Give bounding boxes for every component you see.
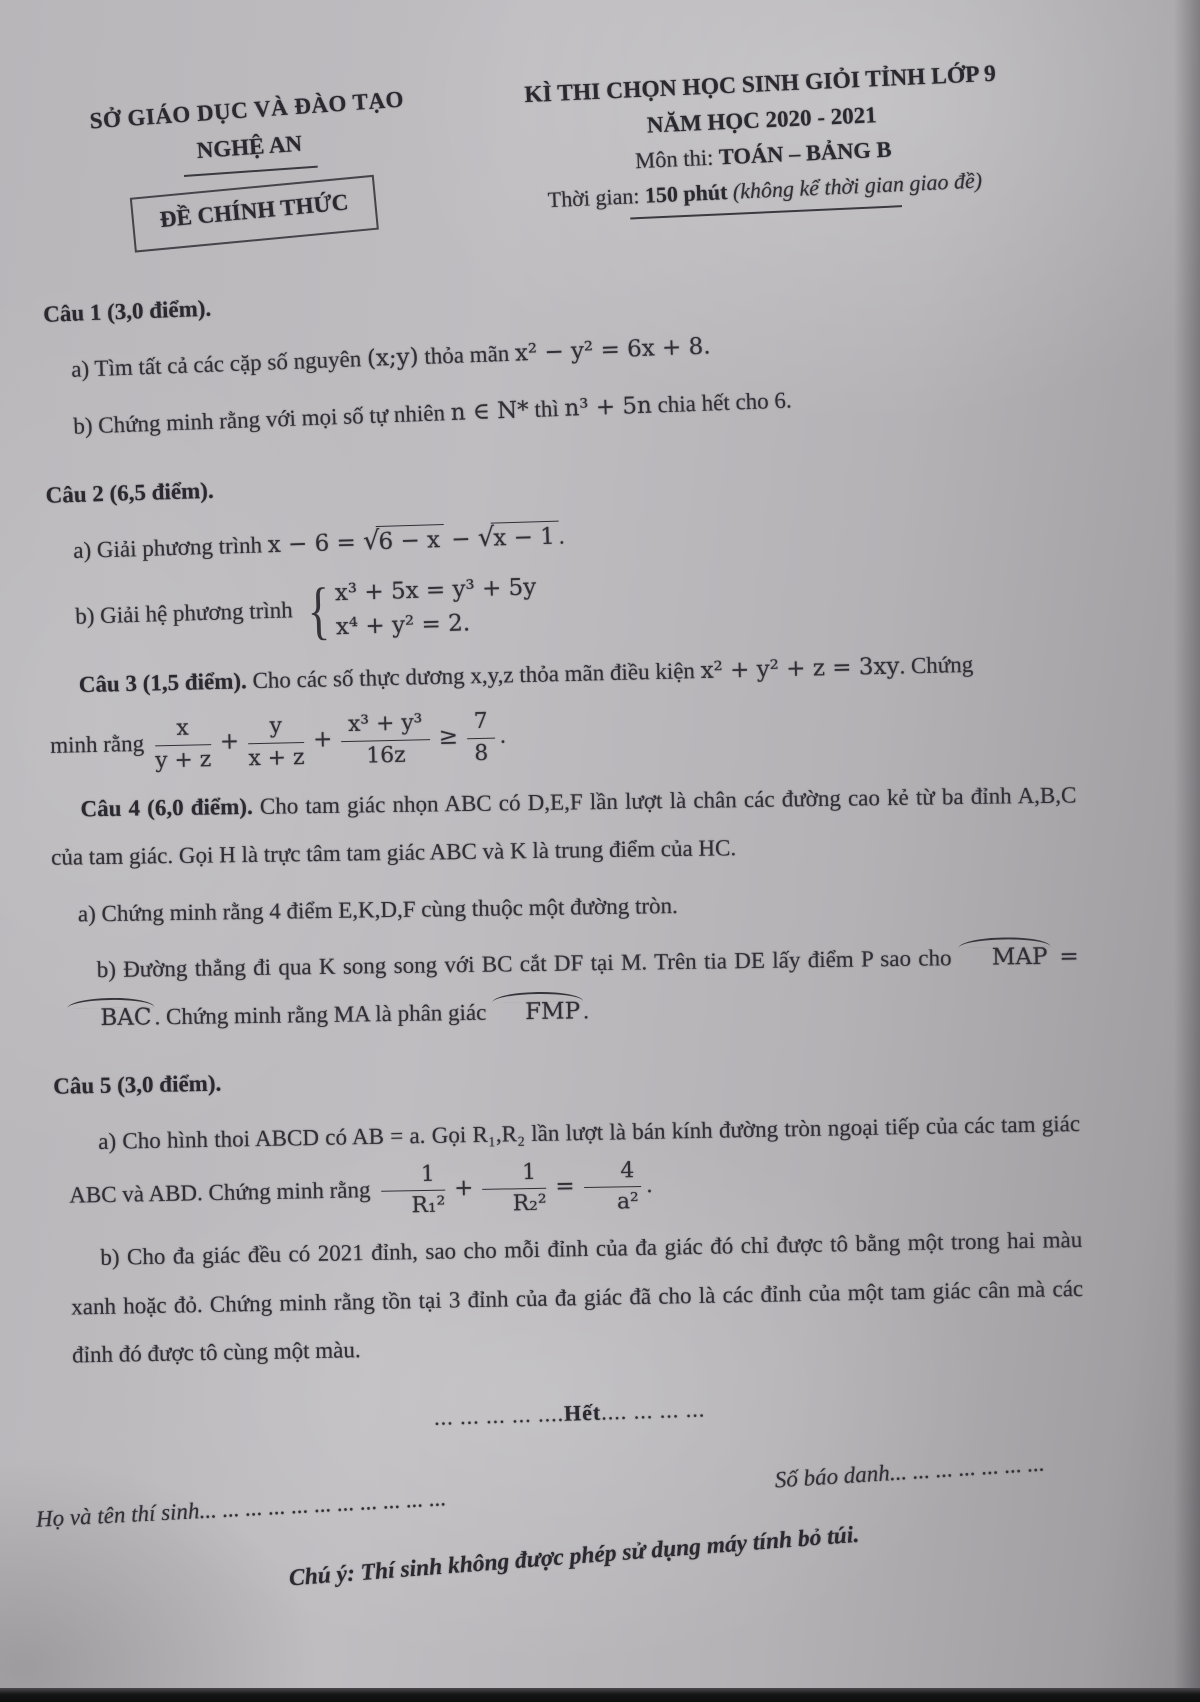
q2-a-end: .	[558, 524, 565, 550]
q4-b-end: .	[582, 998, 590, 1024]
header-left-block	[41, 78, 461, 255]
subject-value: TOÁN – BẢNG B	[718, 136, 893, 170]
exam-header	[42, 51, 1074, 251]
q2-a-sqrt-1	[363, 525, 445, 558]
q5-a-text: a) Cho hình thoi ABCD có AB = a. Gọi R₁,R₂ lần lượt là bán kính đường tròn ngoại tiếp của các tam giác ABC và ABD. Chứng minh rằng	[68, 1111, 1081, 1208]
het-dots-right: .... ... ... ...	[600, 1396, 706, 1425]
q4-heading: Câu 4 (6,0 điểm).	[80, 793, 253, 822]
q1-b-post: chia hết cho 6.	[651, 387, 793, 418]
fraction-numerator: 1	[482, 1159, 547, 1191]
q5-fraction-1	[381, 1161, 446, 1222]
calculator-note: Chú ý: Thí sinh không được phép sử dụng máy tính bỏ túi.	[288, 1521, 861, 1592]
fraction-numerator: x	[154, 714, 211, 746]
time-label: Thời gian:	[547, 182, 646, 213]
fraction-numerator: x³ + y³	[341, 709, 430, 741]
official-exam-label: ĐỀ CHÍNH THỨC	[129, 174, 378, 252]
fraction-denominator: 8	[474, 740, 489, 766]
q2-a-radicand-1: 6 − x	[376, 525, 444, 558]
q5-item-a	[68, 1101, 1082, 1228]
fraction-numerator: 4	[583, 1157, 641, 1188]
question-3	[48, 638, 1076, 777]
radical-sign: √	[362, 526, 380, 557]
q4-item-a: a) Chứng minh rằng 4 điểm E,K,D,F cùng thuộc một đường tròn.	[77, 892, 678, 926]
q3-inequality-line	[50, 695, 1077, 778]
q5-a-end: .	[646, 1172, 653, 1198]
question-2	[45, 442, 1076, 654]
q1-b-set: n ∈ N*	[450, 397, 530, 426]
fraction-denominator: R₁²	[411, 1193, 446, 1219]
question-5	[53, 1044, 1085, 1380]
q4-intro	[50, 771, 1077, 882]
header-right-block	[452, 53, 1074, 228]
q2-a-text: a) Giải phương trình	[72, 532, 269, 564]
exam-page-content	[0, 60, 1200, 1599]
photo-shadow-right	[1174, 0, 1200, 1702]
q1-a-equation: x² − y² = 6x + 8.	[514, 334, 712, 368]
equals-operator: =	[1050, 943, 1079, 970]
q1-heading: Câu 1 (3,0 điểm).	[42, 296, 212, 328]
angle-MAP: MAP	[959, 936, 1051, 972]
question-1	[42, 254, 1073, 452]
fraction-numerator: 1	[381, 1161, 446, 1193]
q5-fraction-2	[482, 1159, 547, 1220]
geq-operator: ≥	[438, 723, 459, 751]
q1-b-text: b) Chứng minh rằng với mọi số tự nhiên	[72, 399, 452, 439]
fraction-numerator: y	[247, 712, 304, 744]
system-equations	[334, 570, 537, 645]
angle-FMP: FMP	[492, 990, 583, 1026]
exam-title: KÌ THI CHỌN HỌC SINH GIỎI TỈNH LỚP 9	[524, 60, 997, 109]
q1-b-expression: n³ + 5n	[564, 392, 653, 422]
q2-a-sqrt-2	[477, 521, 559, 554]
q1-b-mid: thì	[528, 395, 565, 423]
system-equation-2: x⁴ + y² = 2.	[335, 610, 471, 641]
department-name: SỞ GIÁO DỤC VÀ ĐÀO TẠO	[88, 86, 405, 134]
q3-fraction-2	[247, 712, 304, 773]
plus-operator: +	[312, 726, 333, 754]
het-label: Hết	[563, 1399, 602, 1426]
q1-a-mid: thỏa mãn	[418, 341, 516, 370]
fraction-denominator: R₂²	[512, 1191, 547, 1217]
q5-fraction-3	[583, 1157, 642, 1218]
equals-operator: =	[555, 1173, 575, 1200]
het-dots-left: ... ... ... ... ....	[433, 1400, 565, 1430]
q2-b-label: b) Giải hệ phương trình	[74, 597, 294, 629]
q3-condition: x² + y² + z = 3xy	[700, 653, 900, 684]
time-value: 150 phút	[644, 178, 734, 208]
fraction-numerator: 7	[466, 708, 495, 739]
q5-heading: Câu 5 (3,0 điểm).	[53, 1071, 222, 1100]
q4-intro-text: Cho tam giác nhọn ABC có D,E,F lần lượt là chân các đường cao kẻ từ ba đỉnh A,B,C của tam giác. Gọi H là trực tâm tam giác ABC và K là trung điểm của HC.	[50, 782, 1077, 871]
q3-fraction-4	[466, 708, 495, 768]
plus-operator: +	[453, 1175, 474, 1202]
fraction-denominator: 16z	[366, 742, 406, 769]
fraction-denominator: x + z	[248, 744, 305, 771]
q3-fraction-3	[341, 709, 431, 771]
subject-label: Môn thi:	[635, 144, 720, 174]
q1-a-text: a) Tìm tất cả các cặp số nguyên	[70, 346, 368, 383]
time-note: (không kể thời gian giao đề)	[732, 167, 983, 204]
exam-footer	[35, 1374, 1088, 1598]
end-of-exam-line	[56, 1374, 1083, 1452]
candidate-name-line: Họ và tên thí sinh... ... ... ... ... ... ... ... ... ... ...	[35, 1485, 447, 1532]
q2-a-lhs: x − 6 =	[267, 529, 364, 559]
q5-item-b: b) Cho đa giác đều có 2021 đỉnh, sao cho mỗi đỉnh của đa giác đó chỉ được tô bằng một trong hai màu xanh hoặc đỏ. Chứng minh rằng tồn tại 3 đỉnh của đa giác đã cho là các đỉnh của một tam giác cân mà các đỉnh đó được tô cùng một màu.	[71, 1227, 1084, 1368]
plus-operator: +	[219, 728, 240, 756]
photo-edge-bottom	[0, 1688, 1200, 1702]
fraction-denominator: a²	[616, 1189, 640, 1215]
q4-item-b	[66, 932, 1079, 1043]
province-text: NGHỆ AN	[182, 125, 318, 177]
registration-number-line: Số báo danh... ... ... ... ... ... ...	[773, 1450, 1046, 1493]
q4-b-mid: . Chứng minh rằng MA là phân giác	[154, 999, 493, 1030]
angle-BAC: BAC	[67, 996, 155, 1032]
school-year: NĂM HỌC 2020 - 2021	[646, 102, 878, 139]
q3-fraction-1	[154, 714, 211, 775]
q3-heading: Câu 3 (1,5 điểm).	[78, 668, 248, 697]
q3-end: .	[499, 722, 506, 748]
q1-a-pair: (x;y)	[366, 344, 420, 373]
q2-a-minus: −	[443, 526, 479, 554]
radical-sign: √	[477, 523, 495, 554]
q3-intro-end: . Chứng	[899, 651, 974, 679]
q3-line2-text: minh rằng	[49, 730, 151, 759]
question-4	[50, 771, 1079, 1043]
fraction-denominator: y + z	[154, 746, 212, 773]
q4-b-text: b) Đường thẳng đi qua K song song với BC cắt DF tại M. Trên tia DE lấy điểm P sao cho	[96, 944, 960, 982]
q2-heading: Câu 2 (6,5 điểm).	[45, 478, 214, 509]
q3-intro-text: Cho các số thực dương x,y,z thỏa mãn điều kiện	[246, 657, 701, 694]
q2-equation-system	[302, 570, 538, 646]
system-equation-1: x³ + 5x = y³ + 5y	[334, 574, 537, 607]
q2-a-radicand-2: x − 1	[491, 521, 559, 554]
system-brace: {	[306, 575, 331, 647]
